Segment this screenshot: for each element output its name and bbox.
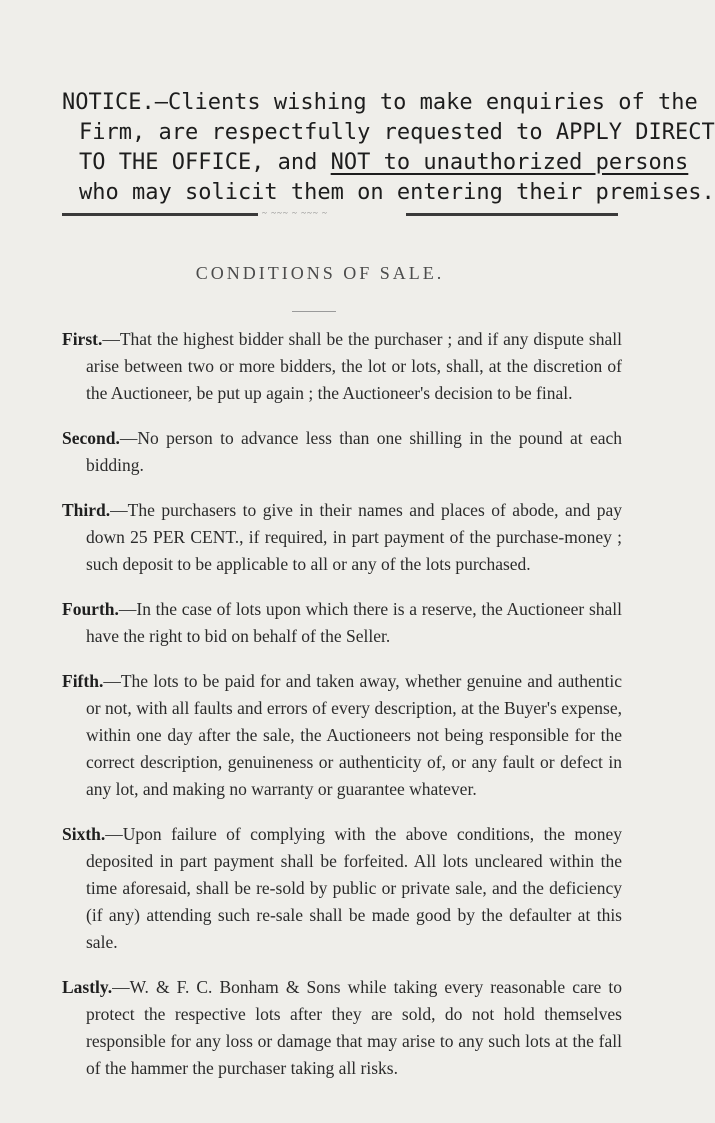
condition-body: —In the case of lots upon which there is a reserve, the Auctioneer shall have the right to bid on behalf of the Seller. (86, 599, 622, 646)
condition-lead: Fifth. (62, 671, 104, 691)
notice-line: Firm, are respectfully requested to APPLY DIRECT (79, 120, 715, 145)
condition-body: —The lots to be paid for and taken away, whether genuine and authentic or not, with all faults and errors of every description, at the Buyer's expense, within one day after the sale, the Auctioneers not being responsible for the correct description, genuineness or authenticity of, or any fault or defect in any lot, and making no warranty or guarantee whatever. (86, 671, 622, 799)
condition-second (62, 425, 622, 479)
condition-body: —Upon failure of complying with the above conditions, the money deposited in part payment shall be forfeited. All lots uncleared within the time aforesaid, shall be re-sold by public or private sale, and the deficiency (if any) attending such re-sale shall be made good by the defaulter at this sale. (86, 824, 622, 952)
notice-line: who may solicit them on entering their premises. (79, 180, 715, 205)
condition-lastly (62, 974, 622, 1082)
condition-lead: First. (62, 329, 103, 349)
notice-line (62, 148, 689, 178)
heading-underline (292, 311, 336, 312)
condition-fifth (62, 668, 622, 803)
condition-lead: Lastly. (62, 977, 113, 997)
notice-underlined-text: NOT to unauthorized persons (330, 150, 689, 175)
condition-body: —The purchasers to give in their names and places of abode, and pay down 25 PER CENT., if required, in part payment of the purchase-money ; such deposit to be applicable to all or any of the lots purchased. (86, 500, 622, 574)
condition-sixth (62, 821, 622, 956)
condition-lead: Sixth. (62, 824, 106, 844)
notice-block (62, 88, 715, 208)
conditions-list (62, 326, 622, 1100)
condition-lead: Third. (62, 500, 111, 520)
conditions-heading: CONDITIONS OF SALE. (195, 263, 445, 283)
condition-body: —That the highest bidder shall be the purchaser ; and if any dispute shall arise between two or more bidders, the lot or lots, shall, at the discretion of the Auctioneer, be put up again ; the Auctioneer's decision to be final. (86, 329, 622, 403)
condition-first (62, 326, 622, 407)
notice-line: NOTICE.—Clients wishing to make enquiries of the (62, 90, 698, 115)
condition-body: —No person to advance less than one shilling in the pound at each bidding. (86, 428, 622, 475)
condition-lead: Second. (62, 428, 120, 448)
divider-ornament-text: ~ ~~~ ~ ~~~ ~ (262, 208, 328, 218)
condition-fourth (62, 596, 622, 650)
condition-lead: Fourth. (62, 599, 119, 619)
notice-text: TO THE OFFICE, and (79, 150, 331, 175)
condition-third (62, 497, 622, 578)
condition-body: —W. & F. C. Bonham & Sons while taking every reasonable care to protect the respective lots after they are sold, do not hold themselves responsible for any loss or damage that may arise to any such lots at the fall of the hammer the purchaser taking all risks. (86, 977, 622, 1078)
